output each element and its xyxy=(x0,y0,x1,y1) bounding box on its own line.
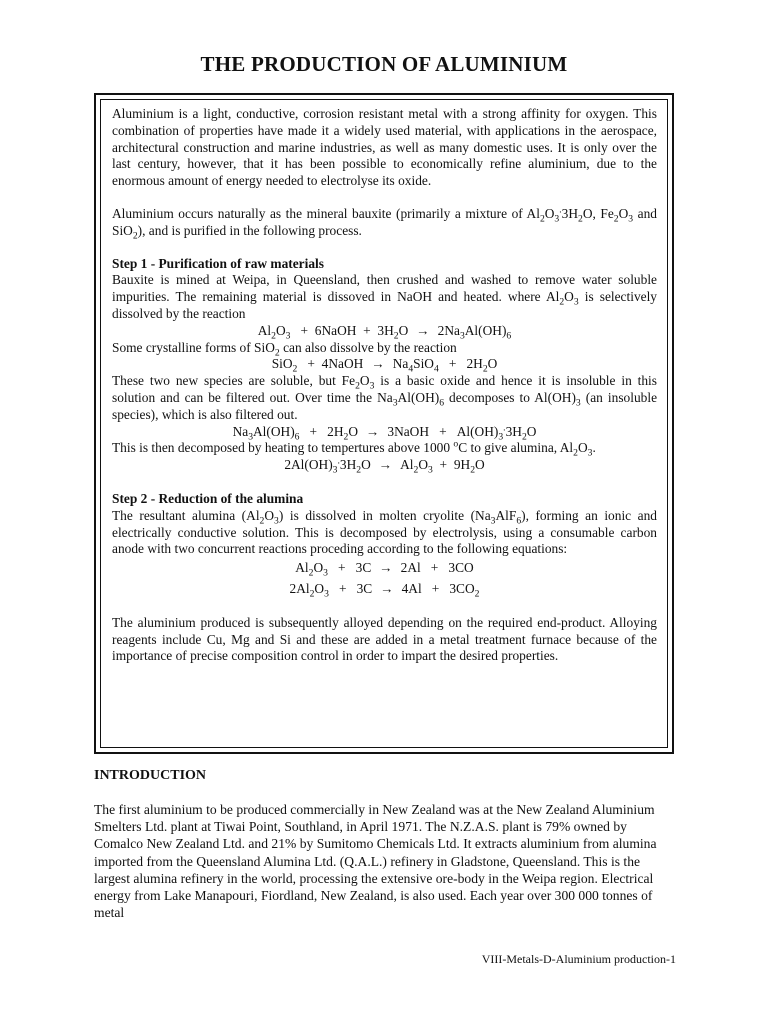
summary-content xyxy=(112,106,657,665)
step2-heading: Step 2 - Reduction of the alumina xyxy=(112,490,304,506)
intro-paragraph: Aluminium is a light, conductive, corrosion resistant metal with a strong affinity for oxygen. This combination of properties have made it a widely used material, with applications in the aerospace, architectural construction and marine industries, as well as many domestic uses. It is only over the last century, however, that it has been possible to economically refine aluminium, due to the enormous amount of energy needed to electrolyse its oxide. xyxy=(112,106,657,189)
equation-4: $2Al(OH)_3^.3H_2O \to Al_2O_3 + 9H_2O$ xyxy=(284,455,485,476)
step1-text-2: Some crystalline forms of SiO$_2$ can also dissolve by the reaction xyxy=(112,339,457,359)
equation-1: $Al_2O_3$ + 6NaOH + $3H_2O \to 2Na_3Al(OH)_6$ xyxy=(257,322,512,342)
step1-text-3: These two new species are soluble, but $Fe_2O_3$ is a basic oxide and hence it is insoluble in this solution and can be filtered out. Over time the $Na_3Al(OH)_6$ decomposes to $Al(OH)_3$ (an insoluble species), which is also filtered out. xyxy=(112,373,658,422)
introduction-paragraph: The first aluminium to be produced commercially in New Zealand was at the New Zealand Aluminium Smelters Ltd. plant at Tiwai Point, Southland, in April 1971. The N.Z.A.S. plant is 79% owned by Comalco New Zealand Ltd. and 21% by Sumitomo Chemicals Ltd. It extracts aluminium from alumina imported from the Queensland Alumina Ltd. (Q.A.L.) refinery in Gladstone, Queensland. This is the largest alumina refinery in the world, processing the extensive ore-body in the Weipa region. Electrical energy from Lake Manapouri, Fiordland, New Zealand, is also used. Each year over 300 000 tonnes of metal xyxy=(94,802,657,921)
equation-2: SiO$_2$ + 4NaOH → $Na_4SiO_4$ + $2H_2O$ xyxy=(271,356,498,376)
page-footer: VIII-Metals-D-Aluminium production-1 xyxy=(481,952,676,966)
step1-text: Bauxite is mined at Weipa, in Queensland, then crushed and washed to remove water soluble impurities. The remaining material is dissoved in NaOH and heated. where $Al_2O_3$ is selectively dissolved by the reaction xyxy=(112,272,657,321)
alloying-paragraph: The aluminium produced is subsequently alloyed depending on the required end-product. Alloying reagents include Cu, Mg and Si and these are added in a metal treatment furnace because of the importance of precise composition control in order to impart the desired properties. xyxy=(112,614,657,664)
step1-heading: Step 1 - Purification of raw materials xyxy=(112,255,324,271)
step2-text: The resultant alumina $(Al_2O_3)$ is dissolved in molten cryolite $(Na_3AlF_6)$, forming an ionic and electrically conductive solution. This is decomposed by electrolysis, using a consumable carbon anode with two concurrent reactions proceding according to the following equations: xyxy=(112,507,657,557)
page-title: THE PRODUCTION OF ALUMINIUM xyxy=(200,52,568,76)
introduction-heading: INTRODUCTION xyxy=(94,768,207,783)
equation-6: $2Al_2O_3$ + 3C → 4Al + $3CO_2$ xyxy=(289,580,480,600)
equation-3: $Na_3Al(OH)_6$ + $2H_2O$ → 3NaOH + $Al(OH)_3^.3H_2O$ xyxy=(232,422,537,443)
step1-text-4: This is then decomposed by heating to tempertures above 1000 $^o$C to give alumina, $Al_2O_3$. xyxy=(112,438,596,460)
bauxite-paragraph: Aluminium occurs naturally as the mineral bauxite (primarily a mixture of $Al_2O_3^.3H_2O$, $Fe_2O_3$ and SiO$_2$), and is purified in the following process. xyxy=(112,204,657,242)
equation-5: $Al_2O_3$ + 3C → 2Al + 3CO xyxy=(295,560,474,579)
